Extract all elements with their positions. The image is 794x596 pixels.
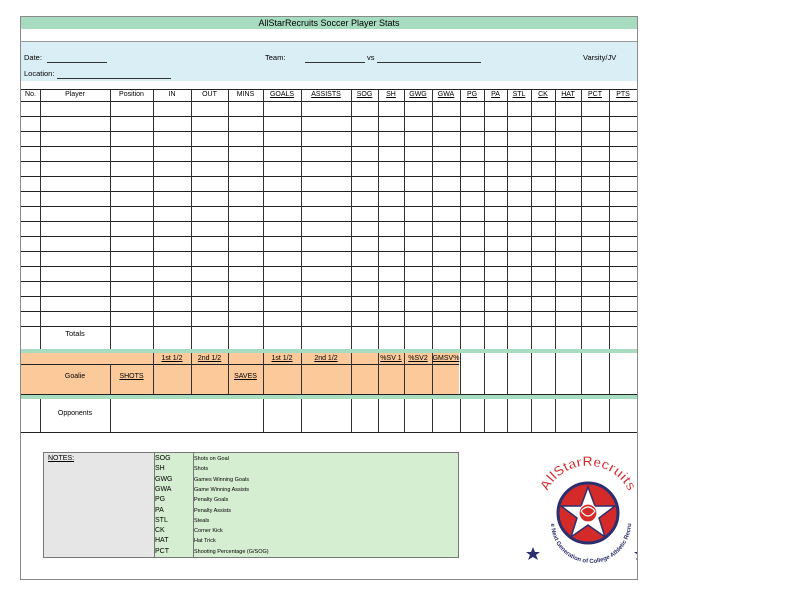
opponents-divider (460, 399, 461, 432)
column-divider (609, 89, 610, 349)
column-header-pa: PA (491, 91, 500, 98)
player-row[interactable] (21, 101, 637, 116)
spacer-band-2 (21, 81, 637, 87)
player-row[interactable] (21, 236, 637, 251)
column-header-gwg: GWG (409, 91, 427, 98)
column-divider (228, 89, 229, 349)
header-top-line (21, 89, 637, 90)
opponents-divider (555, 399, 556, 432)
opponents-divider (263, 399, 264, 432)
goalie-divider (581, 353, 582, 394)
note-abbr: PG (155, 496, 166, 504)
note-description: Hat Trick (194, 538, 216, 545)
notes-area[interactable] (44, 453, 155, 557)
opponents-divider (301, 399, 302, 432)
save-pct-label: %SV 1 (380, 355, 402, 362)
goalie-divider (507, 353, 508, 394)
goalie-blank-area (459, 353, 637, 394)
note-abbr: PCT (155, 547, 169, 555)
location-field[interactable] (57, 69, 171, 79)
team-field[interactable] (305, 53, 365, 63)
column-divider (484, 89, 485, 349)
opponents-divider (432, 399, 433, 432)
note-abbr: GWA (155, 485, 172, 493)
column-header-stl: STL (512, 91, 526, 98)
column-header-pct: PCT (588, 91, 602, 98)
opponents-divider (404, 399, 405, 432)
spacer-band (21, 29, 637, 42)
column-divider (581, 89, 582, 349)
column-divider (460, 89, 461, 349)
note-description: Corner Kick (194, 528, 223, 535)
saves-label: SAVES (234, 373, 257, 380)
date-label: Date: (24, 53, 42, 62)
goalie-divider (351, 353, 352, 394)
column-divider (40, 89, 41, 349)
save-pct-label: %SV2 (408, 355, 428, 362)
location-label: Location: (24, 69, 55, 78)
goalie-label: Goalie (64, 373, 86, 380)
goalie-divider (460, 353, 461, 394)
column-divider (110, 89, 111, 349)
column-header-ck: CK (538, 91, 548, 98)
note-description: Steals (194, 517, 210, 524)
goalie-midline (21, 364, 459, 365)
player-row[interactable] (21, 251, 637, 266)
note-description: Game Winning Assists (194, 486, 250, 493)
player-row[interactable] (21, 311, 637, 326)
note-description: Shooting Percentage (G/SOG) (194, 548, 269, 555)
half-label: 1st 1/2 (161, 355, 183, 362)
column-divider (263, 89, 264, 349)
column-header-out: OUT (202, 91, 217, 98)
opponent-field[interactable] (377, 53, 481, 63)
goalie-divider (609, 353, 610, 394)
game-info-band (21, 41, 637, 81)
column-header-hat: HAT (561, 91, 575, 98)
svg-text:AllStarRecruits: AllStarRecruits (536, 452, 641, 494)
column-divider (301, 89, 302, 349)
player-row[interactable] (21, 206, 637, 221)
player-row[interactable] (21, 191, 637, 206)
allstarrecruits-logo (521, 451, 641, 571)
column-divider (555, 89, 556, 349)
note-abbr: SH (155, 465, 165, 473)
column-header-sog: SOG (356, 91, 373, 98)
opponents-divider (484, 399, 485, 432)
opponents-divider (507, 399, 508, 432)
column-header-in: IN (168, 91, 176, 98)
column-header-gwa: GWA (437, 91, 455, 98)
note-abbr: GWG (155, 475, 173, 483)
column-header-player: Player (65, 91, 85, 98)
player-row[interactable] (21, 281, 637, 296)
goalie-divider (555, 353, 556, 394)
opponents-label: Opponents (57, 410, 93, 417)
player-row[interactable] (21, 266, 637, 281)
player-row[interactable] (21, 176, 637, 191)
opponents-divider (609, 399, 610, 432)
totals-label: Totals (65, 329, 85, 338)
note-description: Shots (194, 466, 209, 473)
player-row[interactable] (21, 116, 637, 131)
column-divider (378, 89, 379, 349)
note-abbr: HAT (155, 537, 169, 545)
column-header-goals: GOALS (269, 91, 295, 98)
player-row[interactable] (21, 131, 637, 146)
column-divider (351, 89, 352, 349)
opponents-divider (351, 399, 352, 432)
half-label: 2nd 1/2 (197, 355, 222, 362)
note-description: Penalty Assists (194, 507, 231, 514)
column-divider (507, 89, 508, 349)
player-row[interactable] (21, 161, 637, 176)
team-label: Team: (265, 53, 286, 62)
opponents-divider (581, 399, 582, 432)
notes-box (43, 452, 459, 558)
half-label: 2nd 1/2 (314, 355, 338, 362)
note-description: Games Winning Goals (194, 476, 250, 483)
column-header-assists: ASSISTS (311, 91, 341, 98)
date-field[interactable] (47, 53, 107, 63)
player-row[interactable] (21, 146, 637, 161)
note-description: Penalty Goals (194, 497, 229, 504)
column-header-pts: PTS (616, 91, 630, 98)
column-divider (191, 89, 192, 349)
column-header-mins: MINS (236, 91, 255, 98)
opponents-divider (531, 399, 532, 432)
column-divider (531, 89, 532, 349)
svg-text:The Next Generation of College: e Next Generation of College Athletic Recru (548, 523, 634, 566)
opponents-divider (110, 399, 111, 432)
note-abbr: CK (155, 527, 165, 535)
player-row[interactable] (21, 296, 637, 311)
column-header-sh: SH (386, 91, 396, 98)
column-divider (153, 89, 154, 349)
vs-label: vs (367, 53, 375, 62)
stats-sheet (20, 16, 641, 580)
goalie-divider (531, 353, 532, 394)
opponents-bottomline (21, 432, 637, 433)
goalie-divider (484, 353, 485, 394)
shots-label: SHOTS (119, 373, 144, 380)
column-header-position: Position (119, 91, 144, 98)
column-divider (404, 89, 405, 349)
sheet-title: AllStarRecruits Soccer Player Stats (21, 17, 637, 30)
column-header-pg: PG (466, 91, 478, 98)
level-label: Varsity/JV (583, 53, 617, 62)
note-abbr: STL (155, 516, 168, 524)
note-abbr: SOG (155, 455, 171, 462)
column-header-no-: No. (25, 91, 36, 98)
notes-label: NOTES: (48, 455, 75, 462)
half-label: 1st 1/2 (271, 355, 293, 362)
save-pct-label: GMSV% (432, 355, 460, 362)
opponents-divider (378, 399, 379, 432)
column-divider (432, 89, 433, 349)
player-row[interactable] (21, 221, 637, 236)
row-line (21, 326, 637, 327)
note-description: Shots on Goal (194, 456, 229, 462)
note-abbr: PA (155, 506, 164, 514)
green-separator-2 (21, 395, 637, 399)
